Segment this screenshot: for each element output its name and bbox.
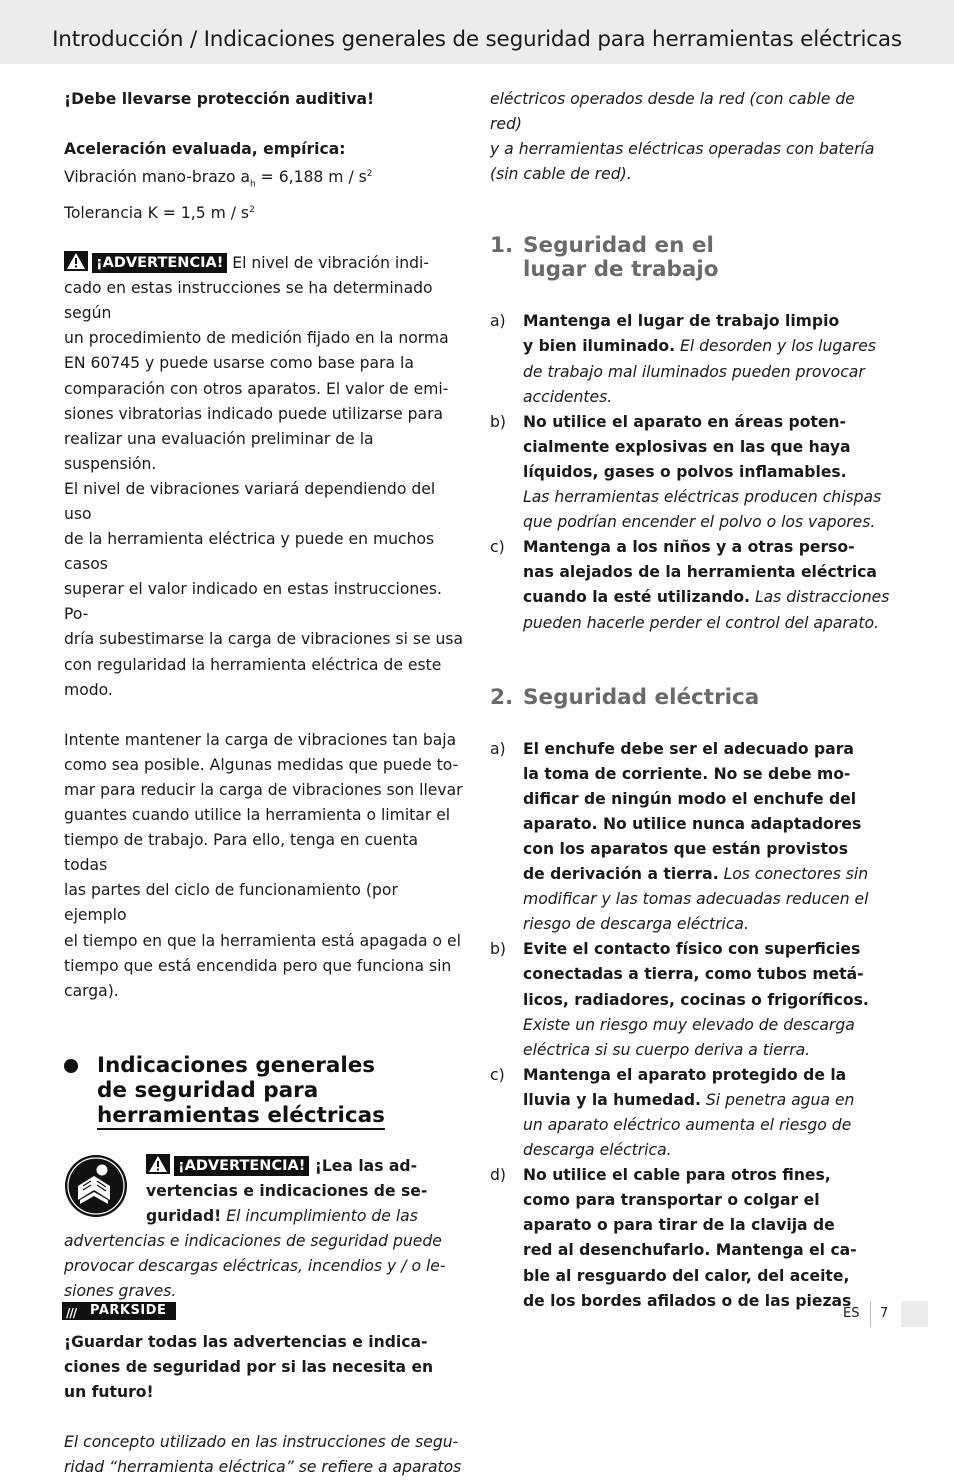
right-column: [490, 87, 890, 1314]
parkside-logo: /// PARKSIDE: [62, 1302, 176, 1320]
warning-badge: ¡ADVERTENCIA!: [92, 253, 227, 273]
vibration-reduction-paragraph: Intente mantener la carga de vibraciones tan baja como sea posible. Algunas medidas que puede to- mar para reducir la carga de vibraciones son llevar guantes cuando utilice la herramienta o limitar el tiempo de trabajo. Para ello, tenga en cuenta todas las partes del ciclo de funcionamiento (por ejemplo el tiempo en que la herramienta está apagada o el tiempo que está encendida pero que funciona sin carga).: [64, 730, 463, 1000]
page-header: [0, 0, 954, 64]
acceleration-title: Aceleración evaluada, empírica:: [64, 140, 346, 159]
read-instructions-warning: ¡ADVERTENCIA! ¡Lea las ad- vertencias e indicaciones de se- guridad! El incumplimiento de las advertencias e indicaciones de seguridad puede provocar descargas eléctricas, incendios y / o le- siones graves.: [64, 1154, 464, 1305]
vibration-warning: ¡ADVERTENCIA! El nivel de vibración indi- cado en estas instrucciones se ha determinado según un procedimiento de medición fijado en la norma EN 60745 y puede usarse como base para la comparación con otros aparatos. El valor de emi- siones vibratorias indicado puede utilizarse para realizar una evaluación preliminar de la suspensión. El nivel de vibraciones variará dependiendo del uso de la herramienta eléctrica y puede en muchos casos superar el valor indicado en estas instrucciones. Po- dría subestimarse la carga de vibraciones si se usa con regularidad la herramienta eléctrica de este modo.: [64, 251, 464, 703]
list-item: a) Mantenga el lugar de trabajo limpio y bien iluminado. El desorden y los lugares de trabajo mal iluminados pueden provocar accidentes.: [490, 312, 876, 406]
general-safety-heading: Indicaciones generales de seguridad para herramientas eléctricas: [64, 1053, 464, 1128]
language-code: ES: [843, 1306, 860, 1321]
vibration-value: Vibración mano-brazo $a_h = 6,188$ m / $s^2$: [64, 168, 373, 190]
warning-triangle-icon: [146, 1154, 170, 1174]
section-workplace-safety-title: 1. Seguridad en el lugar de trabajo: [490, 233, 719, 283]
list-item: c) Mantenga el aparato protegido de la lluvia y la humedad. Si penetra agua en un aparato eléctrico aumenta el riesgo de descarga eléctrica.: [490, 1065, 855, 1160]
read-manual-icon: [64, 1154, 128, 1218]
list-item: a) El enchufe debe ser el adecuado para la toma de corriente. No se debe mo- dificar de ningún modo el enchufe del aparato. No utilice nunca adaptadores con los aparatos que están provistos de derivación a tierra. Los conectores sin modificar y las tomas adecuadas reducen el riesgo de descarga eléctrica.: [490, 739, 869, 934]
page-title: Introducción / Indicaciones generales de seguridad para herramientas eléctricas: [52, 27, 902, 52]
list-item: b) Evite el contacto físico con superficies conectadas a tierra, como tubos metá- licos, radiadores, cocinas o frigoríficos. Existe un riesgo muy elevado de descarga eléctrica si su cuerpo deriva a tierra.: [490, 940, 869, 1059]
left-column: [64, 87, 464, 1480]
list-item: c) Mantenga a los niños y a otras perso- nas alejados de la herramienta eléctrica cuando la esté utilizando. Las distracciones pueden hacerle perder el control del aparato.: [490, 538, 890, 632]
tolerance-value: Tolerancia K = 1,5 m / $s^2$: [64, 203, 255, 222]
bullet-icon: [64, 1059, 78, 1073]
warning-triangle-icon: [64, 251, 88, 271]
page-tab-box: [901, 1301, 928, 1327]
concept-continuation: eléctricos operados desde la red (con cable de red) y a herramientas eléctricas operadas con batería (sin cable de red).: [490, 90, 875, 184]
hearing-protection-note: ¡Debe llevarse protección auditiva!: [64, 90, 375, 108]
concept-paragraph: El concepto utilizado en las instrucciones de segu- ridad “herramienta eléctrica” se refiere a aparatos: [64, 1432, 462, 1476]
footer-divider: [870, 1301, 871, 1327]
section-electrical-safety-title: 2. Seguridad eléctrica: [490, 684, 760, 710]
list-item: b) No utilice el aparato en áreas poten- cialmente explosivas en las que haya líquidos, gases o polvos inflamables. Las herramientas eléctricas producen chispas que podrían encender el polvo o los vapores.: [490, 412, 882, 532]
page-number: 7: [880, 1306, 889, 1321]
list-item: d) No utilice el cable para otros fines, como para transportar o colgar el aparato o para tirar de la clavija de red al desenchufarlo. Mantenga el ca- ble al resguardo del calor, del aceite, de los bordes afilados o de las piezas: [490, 1166, 857, 1310]
warning-badge: ¡ADVERTENCIA!: [174, 1156, 309, 1176]
save-instructions-note: ¡Guardar todas las advertencias e indica- ciones de seguridad por si las necesita en un futuro!: [64, 1332, 434, 1401]
